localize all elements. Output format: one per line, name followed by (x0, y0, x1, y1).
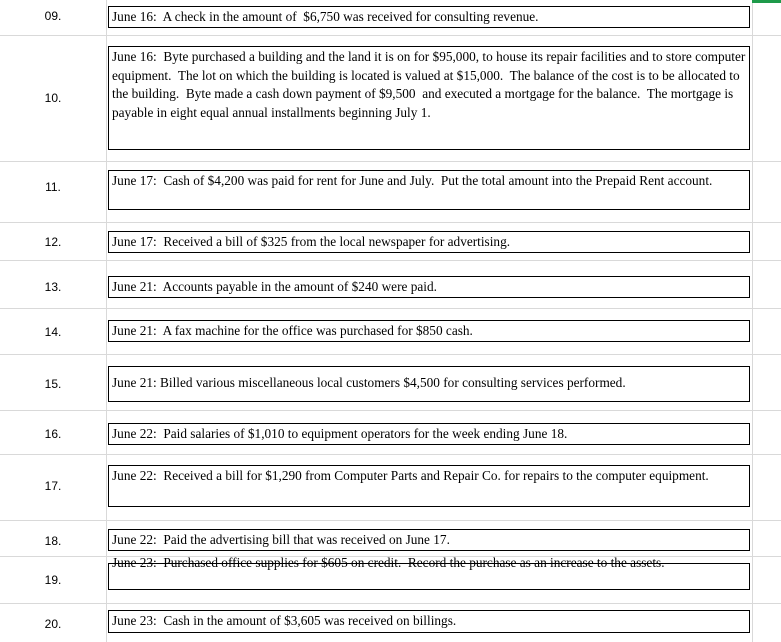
grid-row-line (0, 35, 781, 36)
transaction-text-box[interactable]: June 17: Received a bill of $325 from the local newspaper for advertising. (108, 231, 750, 253)
row-number: 14. (44, 325, 62, 339)
grid-row-line (0, 354, 781, 355)
grid-row-line (0, 161, 781, 162)
transaction-text-box[interactable]: June 23: Cash in the amount of $3,605 was received on billings. (108, 610, 750, 633)
transaction-text-box[interactable]: June 21: Billed various miscellaneous local customers $4,500 for consulting services performed. (108, 366, 750, 402)
grid-column-line (752, 0, 753, 642)
row-number: 09. (44, 9, 62, 23)
grid-row-line (0, 454, 781, 455)
transaction-text-box[interactable]: June 22: Received a bill for $1,290 from Computer Parts and Repair Co. for repairs to the computer equipment. (108, 465, 750, 507)
row-number: 20. (44, 617, 62, 631)
row-number: 10. (44, 91, 62, 105)
row-number: 13. (44, 280, 62, 294)
grid-column-line (106, 0, 107, 642)
row-number: 19. (44, 573, 62, 587)
row-number: 17. (44, 479, 62, 493)
row-number: 12. (44, 235, 62, 249)
transaction-text-box[interactable]: June 22: Paid the advertising bill that was received on June 17. (108, 529, 750, 551)
transaction-text-box[interactable]: June 22: Paid salaries of $1,010 to equipment operators for the week ending June 18. (108, 423, 750, 445)
transaction-text-box[interactable]: June 16: A check in the amount of $6,750 was received for consulting revenue. (108, 6, 750, 28)
row-number: 15. (44, 377, 62, 391)
grid-row-line (0, 260, 781, 261)
transaction-text-box[interactable]: June 16: Byte purchased a building and the land it is on for $95,000, to house its repair facilities and to store computer equipment. The lot on which the building is located is valued at $15,000. The balance of the cost is to be allocated to the building. Byte made a cash down payment of $9,500 and executed a mortgage for the balance. The mortgage is payable in eight equal annual installments beginning July 1. (108, 46, 750, 150)
transaction-text-box[interactable]: June 17: Cash of $4,200 was paid for rent for June and July. Put the total amount into the Prepaid Rent account. (108, 170, 750, 210)
selection-accent-bar (752, 0, 781, 3)
row-number: 11. (45, 180, 61, 194)
transaction-text-box-clipped[interactable] (108, 555, 750, 590)
transaction-text-box[interactable]: June 21: A fax machine for the office was purchased for $850 cash. (108, 320, 750, 342)
row-number: 16. (44, 427, 62, 441)
grid-row-line (0, 410, 781, 411)
grid-row-line (0, 308, 781, 309)
transaction-text-box[interactable]: June 21: Accounts payable in the amount of $240 were paid. (108, 276, 750, 298)
transaction-text: June 23: Purchased office supplies for $605 on credit. Record the purchase as an increase to the assets. (112, 555, 665, 570)
grid-row-line (0, 603, 781, 604)
grid-row-line (0, 520, 781, 521)
grid-row-line (0, 222, 781, 223)
row-number: 18. (44, 534, 62, 548)
